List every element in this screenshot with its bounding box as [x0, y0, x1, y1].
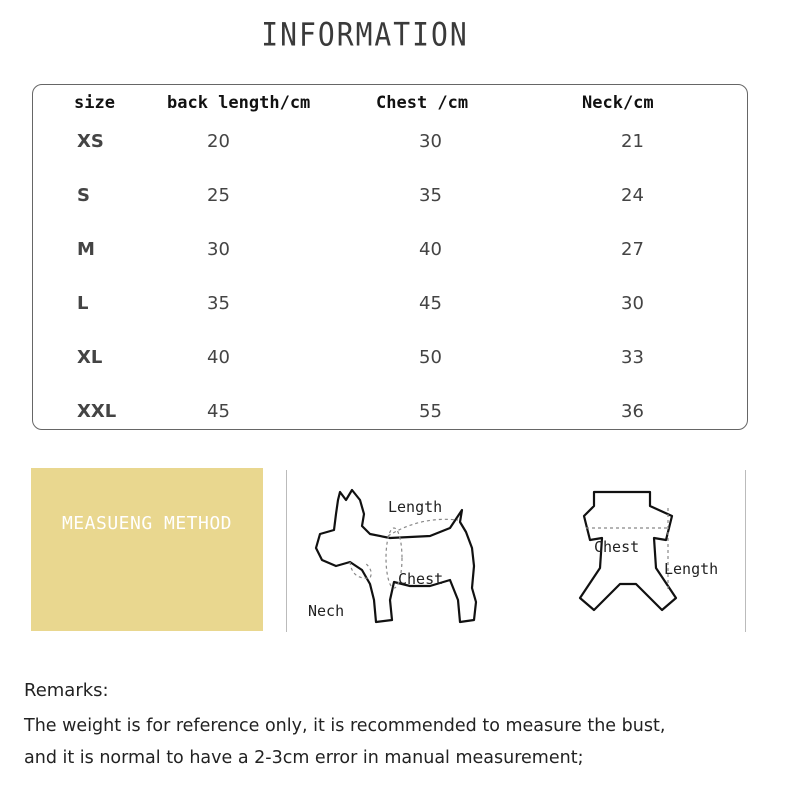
- cell-chest: 50: [419, 347, 442, 368]
- header-size: size: [74, 93, 115, 113]
- cell-neck: 24: [621, 185, 644, 206]
- cell-back-length: 30: [207, 239, 230, 260]
- dog-chest-label: Chest: [398, 570, 444, 588]
- remarks-line-2: and it is normal to have a 2-3cm error in manual measurement;: [24, 748, 584, 768]
- cell-neck: 27: [621, 239, 644, 260]
- cell-size: S: [77, 185, 90, 206]
- method-label: MEASUENG METHOD: [61, 513, 233, 534]
- cell-chest: 45: [419, 293, 442, 314]
- cell-back-length: 45: [207, 401, 230, 422]
- cell-size: XXL: [77, 401, 117, 422]
- divider: [286, 470, 287, 632]
- dog-neck-label: Nech: [308, 602, 345, 620]
- header-neck: Neck/cm: [582, 93, 654, 113]
- cell-neck: 30: [621, 293, 644, 314]
- cell-back-length: 40: [207, 347, 230, 368]
- cell-neck: 33: [621, 347, 644, 368]
- cell-size: XL: [77, 347, 103, 368]
- cell-size: XS: [77, 131, 104, 152]
- cell-chest: 55: [419, 401, 442, 422]
- cell-chest: 30: [419, 131, 442, 152]
- page-title: INFORMATION: [261, 15, 469, 54]
- cell-chest: 40: [419, 239, 442, 260]
- header-chest: Chest /cm: [376, 93, 469, 113]
- remarks-title: Remarks:: [24, 680, 109, 701]
- cell-neck: 21: [621, 131, 644, 152]
- header-back-length: back length/cm: [167, 93, 311, 113]
- method-panel: [31, 468, 263, 631]
- garment-chest-label: Chest: [594, 538, 640, 556]
- cell-chest: 35: [419, 185, 442, 206]
- cell-back-length: 35: [207, 293, 230, 314]
- garment-length-label: Length: [664, 560, 719, 578]
- cell-back-length: 25: [207, 185, 230, 206]
- divider: [745, 470, 746, 632]
- cell-neck: 36: [621, 401, 644, 422]
- remarks-line-1: The weight is for reference only, it is recommended to measure the bust,: [24, 716, 666, 736]
- dog-diagram: [290, 470, 500, 635]
- cell-back-length: 20: [207, 131, 230, 152]
- cell-size: L: [77, 293, 89, 314]
- dog-length-label: Length: [388, 498, 443, 516]
- garment-diagram: [550, 480, 740, 630]
- cell-size: M: [77, 239, 95, 260]
